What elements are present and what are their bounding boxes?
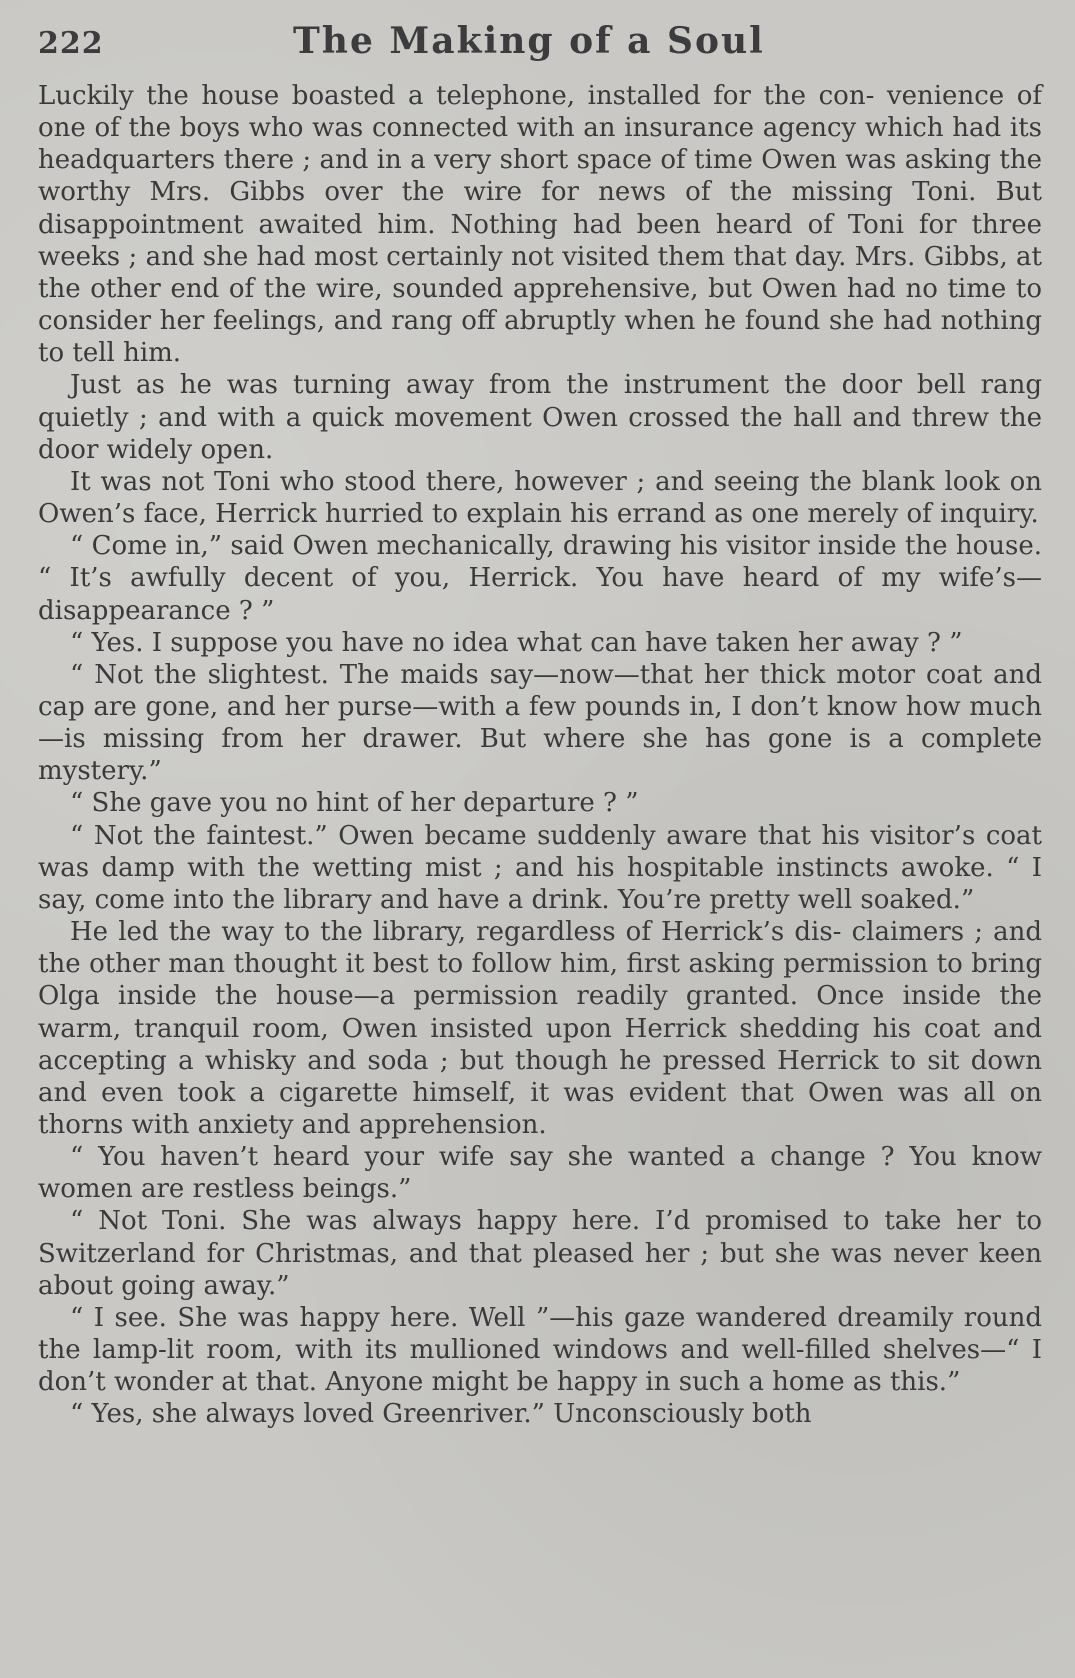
running-title: The Making of a Soul (293, 20, 765, 62)
paragraph: “ Yes. I suppose you have no idea what can have taken her away ? ” (70, 627, 963, 658)
paragraph: “ You haven’t heard your wife say she wanted a change ? You know women are restless beings.” (38, 1142, 1042, 1205)
paragraph: He led the way to the library, regardless of Herrick’s dis- claimers ; and the other man thought it best to follow him, first asking permission to bring Olga inside the house—a permission readily granted. Once inside the warm, tranquil room, Owen insisted upon Herrick shedding his coat and accepting a whisky and soda ; but though he pressed Herrick to sit down and even took a cigarette himself, it was evident that Owen was all on thorns with anxiety and apprehension. (38, 917, 1042, 1140)
paragraph: “ Not the slightest. The maids say—now—that her thick motor coat and cap are gone, and her purse—with a few pounds in, I don’t know how much—is missing from her drawer. But where she has gone is a complete mystery.” (38, 659, 1042, 787)
paragraph: “ I see. She was happy here. Well ”—his gaze wandered dreamily round the lamp-lit room, with its mullioned windows and well-filled shelves—“ I don’t wonder at that. Anyone might be happy in such a home as this.” (38, 1302, 1042, 1398)
paragraph: “ She gave you no hint of her departure ? ” (70, 788, 639, 819)
body-text (38, 80, 1042, 1431)
page-number: 222 (38, 26, 104, 61)
paragraph: “ Not the faintest.” Owen became suddenly aware that his visitor’s coat was damp with the wetting mist ; and his hospitable instincts awoke. “ I say, come into the library and have a drink. You’re pretty well soaked.” (38, 820, 1042, 915)
paragraph: Just as he was turning away from the instrument the door bell rang quietly ; and with a quick movement Owen crossed the hall and threw the door widely open. (38, 370, 1042, 465)
paragraph: Luckily the house boasted a telephone, installed for the con- venience of one of the boys who was connected with an insurance agency which had its headquarters there ; and in a very short space of time Owen was asking the worthy Mrs. Gibbs over the wire for news of the missing Toni. But disappointment awaited him. Nothing had been heard of Toni for three weeks ; and she had most certainly not visited them that day. Mrs. Gibbs, at the other end of the wire, sounded apprehensive, but Owen had no time to consider her feelings, and rang off abruptly when he found she had nothing to tell him. (38, 81, 1042, 369)
paragraph: It was not Toni who stood there, however ; and seeing the blank look on Owen’s face, Herrick hurried to explain his errand as one merely of inquiry. (38, 466, 1042, 530)
paragraph: “ Yes, she always loved Greenriver.” Unconsciously both (70, 1399, 812, 1430)
paragraph: “ Come in,” said Owen mechanically, drawing his visitor inside the house. “ It’s awfully decent of you, Herrick. You have heard of my wife’s—disappearance ? ” (38, 531, 1042, 626)
paragraph: “ Not Toni. She was always happy here. I’d promised to take her to Switzerland for Christmas, and that pleased her ; but she was never keen about going away.” (38, 1206, 1042, 1301)
page-header (38, 18, 1038, 68)
